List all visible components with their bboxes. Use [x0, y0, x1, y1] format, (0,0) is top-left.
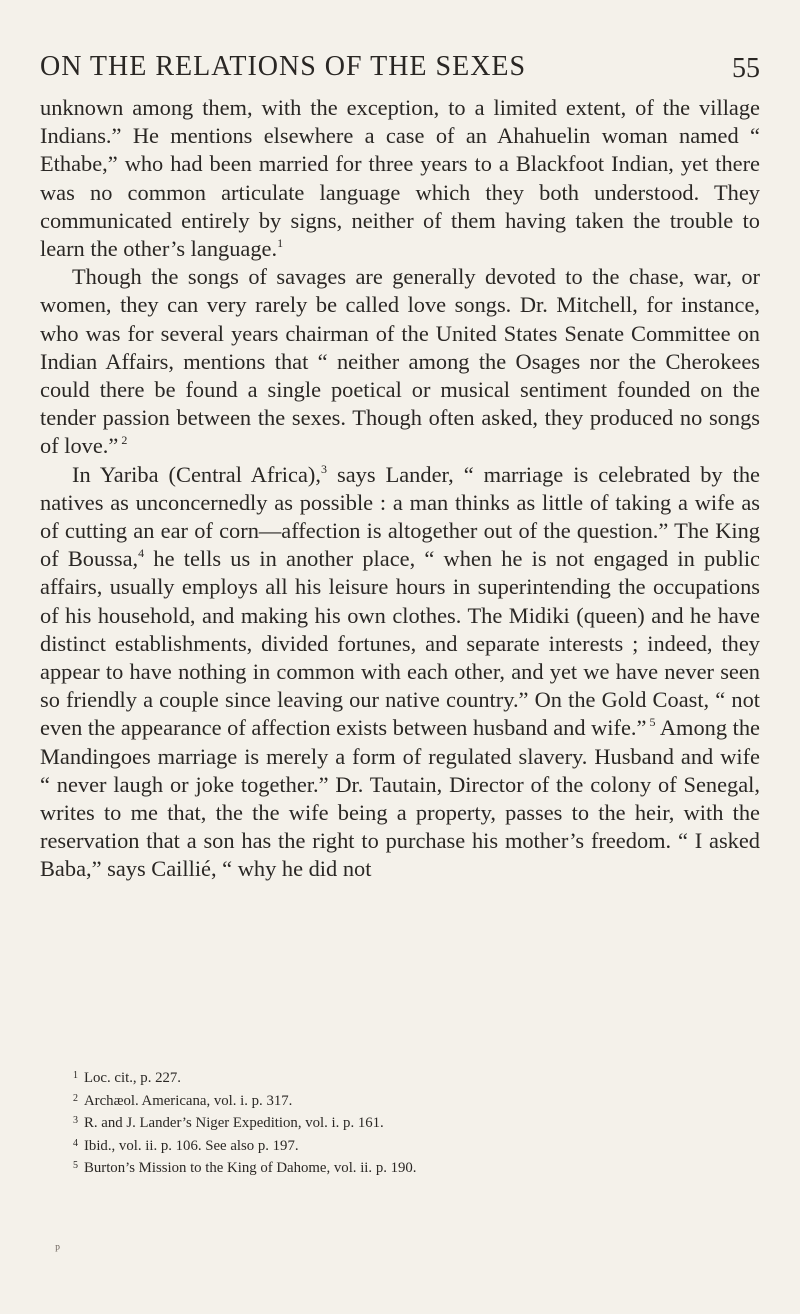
paragraph-3-text-a: In Yariba (Central Africa), [72, 461, 321, 487]
footnote-text: Loc. cit., p. 227. [84, 1070, 181, 1086]
footnote-text: Archæol. Americana, vol. i. p. 317. [84, 1092, 293, 1109]
footnote-number: 1 [73, 1070, 78, 1081]
paragraph-2-text: Though the songs of savages are generally devoted to the chase, war, or women, they can very rarely be called love songs. Dr. Mitchell, for instance, who was for several years chairman of the United States Senate Committee on Indian Affairs, mentions that “ neither among the Osages nor the Cherokees could there be found a single poetical or musical sentiment founded on the tender passion between the sexes. Though often asked, they produced no songs of love.” [40, 264, 760, 459]
paragraph-1-text: unknown among them, with the exception, to a limited extent, of the village Indians.” He mentions elsewhere a case of an Ahahuelin woman named “ Ethabe,” who had been married for three years to a Blackfoot Indian, yet there was no common articulate language which they both understood. They communicated entirely by signs, neither of them having taken the trouble to learn the other’s language. [40, 95, 760, 262]
footnote [40, 1156, 760, 1179]
footnote-ref-3: 3 [320, 461, 327, 476]
paragraph-3-text-d: Among the Mandingoes marriage is merely a form of regulated slavery. Husband and wife “ never laugh or joke together.” Dr. Tautain, Director of the colony of Senegal, writes to me that, the the wife being a property, passes to the heir, with the reservation that a son has the right to purchase his mother’s freedom. “ I asked Baba,” says Caillié, “ why he did not [40, 715, 760, 882]
page-header [40, 50, 760, 90]
bottom-mark: ᵖ [55, 1241, 60, 1258]
footnote-number: 2 [73, 1092, 78, 1104]
footnote-text: Ibid., vol. ii. p. 106. See also p. 197. [84, 1137, 299, 1154]
footnote [40, 1066, 760, 1089]
body-text [40, 94, 760, 884]
footnote-text: Burton’s Mission to the King of Dahome, vol. ii. p. 190. [84, 1160, 417, 1176]
footnote [40, 1089, 760, 1112]
footnote-number: 3 [73, 1115, 78, 1126]
footnotes [40, 1066, 760, 1179]
running-head: ON THE RELATIONS OF THE SEXES [40, 51, 527, 82]
footnote-ref-2: 2 [118, 433, 128, 448]
paragraph-1 [40, 94, 760, 263]
paragraph-3 [40, 461, 760, 884]
paragraph-3-text-b: says Lander, “ marriage is celebrated by the natives as unconcernedly as possible : a man thinks as little of taking a wife as of cutting an ear of corn—affection is altogether out of the question.” The King of Boussa, [40, 461, 760, 572]
footnote-number: 5 [73, 1160, 78, 1171]
footnote-number: 4 [73, 1137, 78, 1149]
footnote [40, 1134, 760, 1157]
footnote-text: R. and J. Lander’s Niger Expedition, vol. i. p. 161. [84, 1115, 384, 1131]
paragraph-2 [40, 263, 760, 460]
footnote-ref-4: 4 [138, 546, 145, 561]
footnote-ref-1: 1 [277, 236, 284, 251]
page-number: 55 [732, 53, 760, 84]
paragraph-3-text-c: he tells us in another place, “ when he is not engaged in public affairs, usually employs all his leisure hours in superintending the occupations of his household, and making his own clothes. The Midiki (queen) and he have distinct establishments, divided fortunes, and separate interests ; indeed, they appear to have nothing in common with each other, and yet we have never seen so friendly a couple since leaving our native country.” On the Gold Coast, “ not even the appearance of affection exists between husband and wife.” [40, 546, 760, 741]
footnote-ref-5: 5 [646, 715, 656, 730]
footnote [40, 1111, 760, 1134]
